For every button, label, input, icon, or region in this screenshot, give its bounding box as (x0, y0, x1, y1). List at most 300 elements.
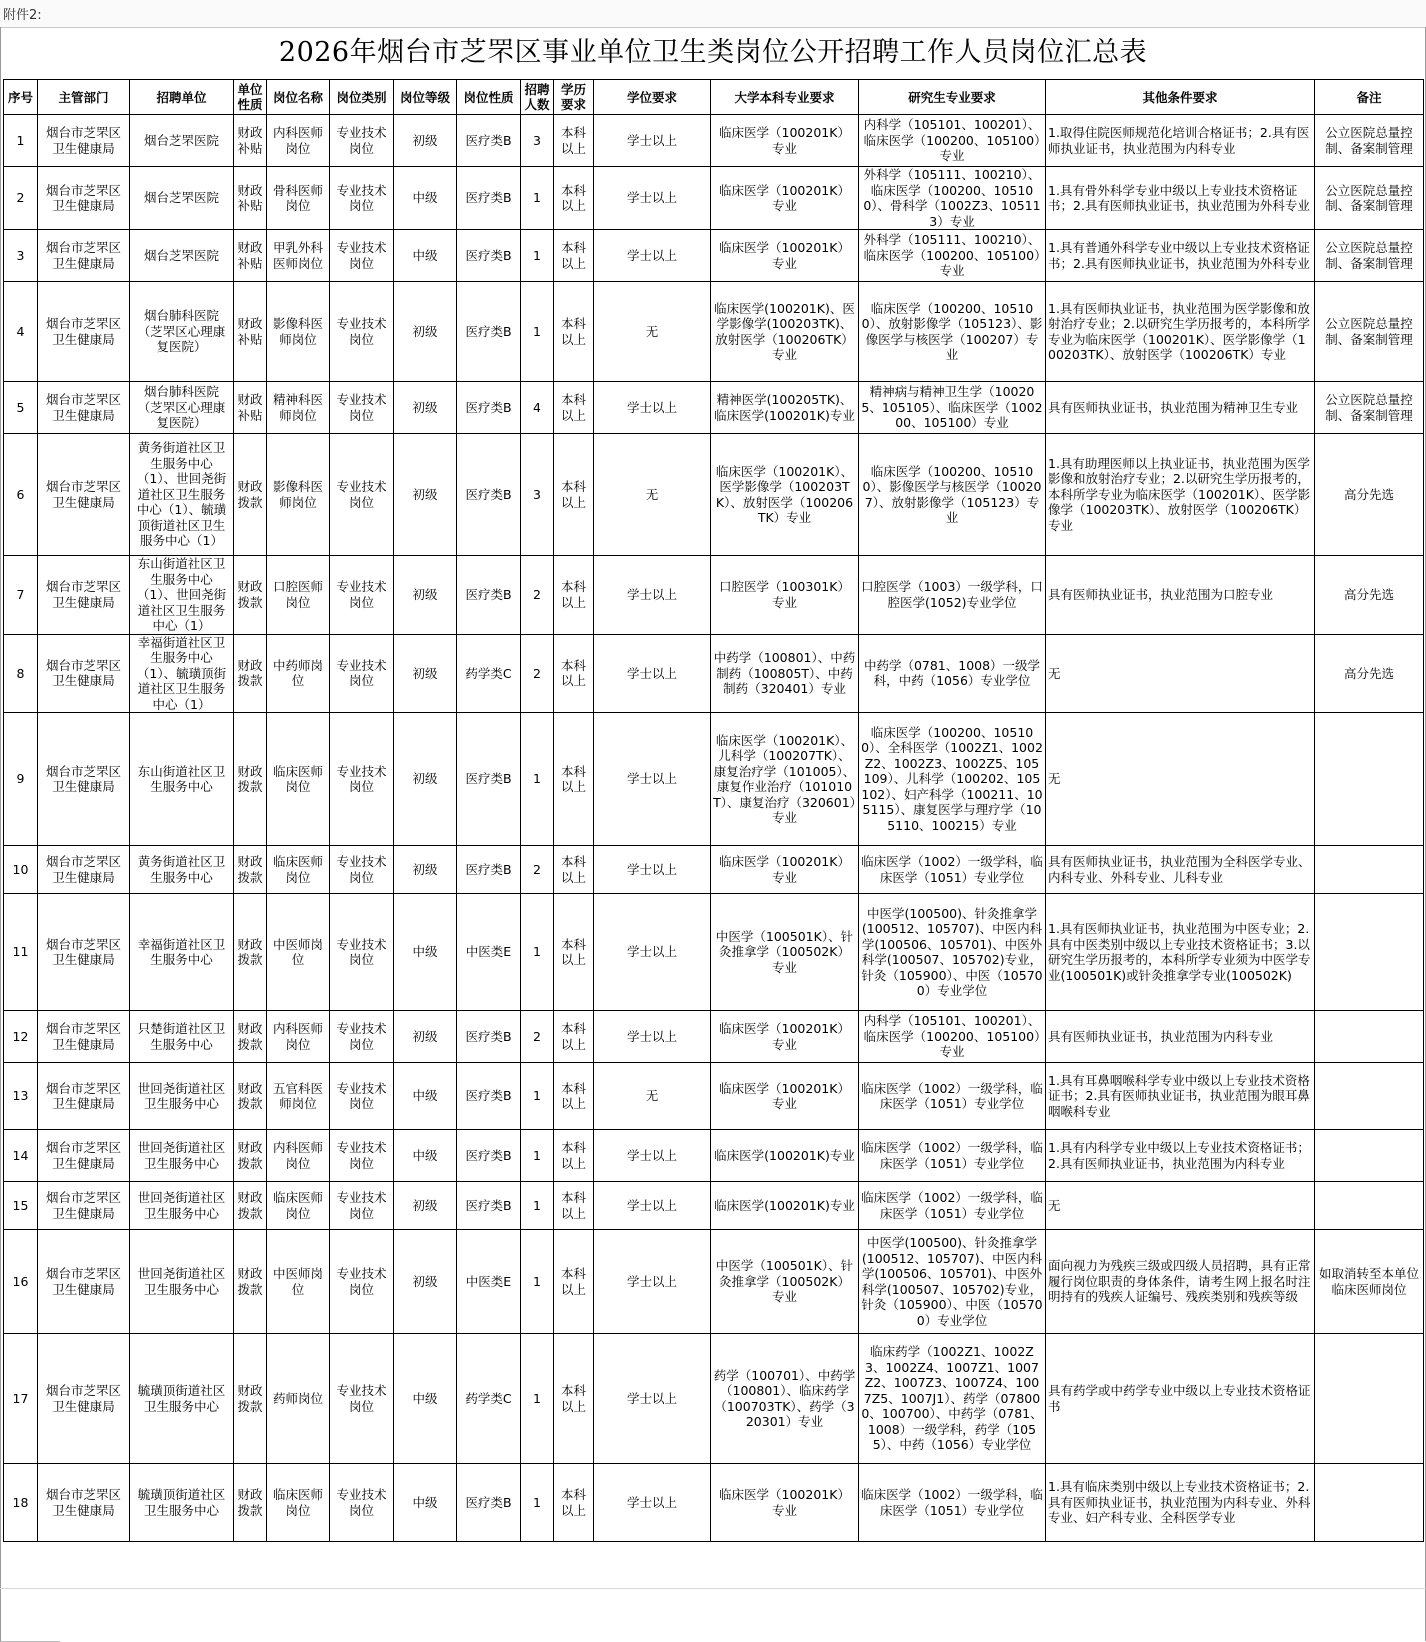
cell-count: 1 (521, 713, 554, 846)
cell-type: 医疗类B (457, 1464, 521, 1542)
column-header-post: 岗位名称 (267, 80, 330, 115)
top-bar (0, 0, 1426, 28)
cell-edu: 本科以上 (554, 556, 594, 635)
cell-bachelor: 临床医学（100201K）、医学影像学（100203TK）、放射医学（100206TK）专业 (711, 434, 859, 556)
cell-unit: 烟台芝罘医院 (130, 230, 234, 282)
cell-type: 医疗类B (457, 382, 521, 434)
cell-count: 1 (521, 282, 554, 382)
cell-unit: 东山街道社区卫生服务中心（1）、世回尧街道社区卫生服务中心（1） (130, 556, 234, 635)
cell-other: 1.具有内科学专业中级以上专业技术资格证书；2.具有医师执业证书，执业范围为内科专业 (1046, 1130, 1315, 1182)
cell-count: 1 (521, 167, 554, 230)
cell-dept: 烟台市芝罘区卫生健康局 (38, 1130, 130, 1182)
cell-bachelor: 临床医学(100201K)专业 (711, 1182, 859, 1230)
cell-post: 影像科医师岗位 (267, 282, 330, 382)
cell-other: 具有药学或中药学专业中级以上专业技术资格证书 (1046, 1334, 1315, 1464)
cell-level: 初级 (394, 556, 457, 635)
cell-category: 专业技术岗位 (330, 382, 394, 434)
cell-graduate: 内科学（105101、100201）、临床医学（100200、105100）专业 (859, 115, 1046, 167)
cell-no: 18 (4, 1464, 38, 1542)
cell-count: 2 (521, 556, 554, 635)
cell-unit: 烟台芝罘医院 (130, 167, 234, 230)
cell-graduate: 临床医学（1002）一级学科，临床医学（1051）专业学位 (859, 846, 1046, 894)
column-header-dept: 主管部门 (38, 80, 130, 115)
cell-type: 医疗类B (457, 1011, 521, 1063)
cell-level: 初级 (394, 1230, 457, 1334)
table-row (4, 556, 1424, 635)
cell-bachelor: 临床医学(100201K)、医学影像学(100203TK)、放射医学（100206TK）专业 (711, 282, 859, 382)
cell-unit: 世回尧街道社区卫生服务中心 (130, 1230, 234, 1334)
cell-nature: 财政补贴 (234, 167, 267, 230)
cell-graduate: 临床医学（1002）一级学科，临床医学（1051）专业学位 (859, 1130, 1046, 1182)
cell-edu: 本科以上 (554, 115, 594, 167)
cell-level: 初级 (394, 282, 457, 382)
cell-graduate: 临床医学（1002）一级学科，临床医学（1051）专业学位 (859, 1063, 1046, 1130)
cell-no: 14 (4, 1130, 38, 1182)
cell-count: 1 (521, 1063, 554, 1130)
cell-edu: 本科以上 (554, 1334, 594, 1464)
cell-nature: 财政拨款 (234, 556, 267, 635)
column-header-seq: 序号 (4, 80, 38, 115)
cell-note: 公立医院总量控制、备案制管理 (1315, 230, 1424, 282)
page-title: 2026年烟台市芝罘区事业单位卫生类岗位公开招聘工作人员岗位汇总表 (278, 37, 1148, 68)
cell-level: 初级 (394, 713, 457, 846)
cell-graduate: 外科学（105111、100210）、临床医学（100200、105100）专业 (859, 230, 1046, 282)
cell-category: 专业技术岗位 (330, 634, 394, 713)
cell-category: 专业技术岗位 (330, 556, 394, 635)
cell-post: 口腔医师岗位 (267, 556, 330, 635)
table-header-row (4, 80, 1424, 115)
cell-type: 中医类E (457, 894, 521, 1011)
cell-post: 药师岗位 (267, 1334, 330, 1464)
cell-edu: 本科以上 (554, 1182, 594, 1230)
cell-edu: 本科以上 (554, 713, 594, 846)
cell-degree: 学士以上 (594, 1230, 711, 1334)
cell-no: 1 (4, 115, 38, 167)
cell-bachelor: 临床医学（100201K）专业 (711, 1063, 859, 1130)
cell-no: 5 (4, 382, 38, 434)
cell-edu: 本科以上 (554, 1063, 594, 1130)
cell-type: 医疗类B (457, 115, 521, 167)
cell-other: 1.具有临床类别中级以上专业技术资格证书；2.具有医师执业证书，执业范围为内科专业、外科专业、妇产科专业、全科医学专业 (1046, 1464, 1315, 1542)
cell-count: 2 (521, 1011, 554, 1063)
table-row (4, 1063, 1424, 1130)
cell-degree: 学士以上 (594, 115, 711, 167)
cell-category: 专业技术岗位 (330, 1464, 394, 1542)
column-header-nature: 单位性质 (234, 80, 267, 115)
cell-dept: 烟台市芝罘区卫生健康局 (38, 1230, 130, 1334)
cell-post: 临床医师岗位 (267, 713, 330, 846)
cell-nature: 财政拨款 (234, 1182, 267, 1230)
cell-edu: 本科以上 (554, 1130, 594, 1182)
cell-category: 专业技术岗位 (330, 1230, 394, 1334)
cell-level: 中级 (394, 894, 457, 1011)
cell-unit: 世回尧街道社区卫生服务中心 (130, 1182, 234, 1230)
cell-no: 11 (4, 894, 38, 1011)
cell-bachelor: 临床医学（100201K）专业 (711, 167, 859, 230)
cell-degree: 学士以上 (594, 230, 711, 282)
cell-dept: 烟台市芝罘区卫生健康局 (38, 846, 130, 894)
cell-unit: 幸福街道社区卫生服务中心（1）、毓璜顶街道社区卫生服务中心（1） (130, 634, 234, 713)
cell-other: 具有医师执业证书，执业范围为口腔专业 (1046, 556, 1315, 635)
table-row (4, 894, 1424, 1011)
cell-unit: 东山街道社区卫生服务中心 (130, 713, 234, 846)
cell-note: 高分先选 (1315, 556, 1424, 635)
cell-bachelor: 临床医学（100201K）专业 (711, 846, 859, 894)
cell-category: 专业技术岗位 (330, 434, 394, 556)
cell-category: 专业技术岗位 (330, 1130, 394, 1182)
cell-dept: 烟台市芝罘区卫生健康局 (38, 1182, 130, 1230)
table-row (4, 1011, 1424, 1063)
column-header-category: 岗位类别 (330, 80, 394, 115)
cell-edu: 本科以上 (554, 634, 594, 713)
cell-dept: 烟台市芝罘区卫生健康局 (38, 115, 130, 167)
cell-category: 专业技术岗位 (330, 1334, 394, 1464)
cell-category: 专业技术岗位 (330, 1182, 394, 1230)
cell-edu: 本科以上 (554, 1230, 594, 1334)
cell-type: 医疗类B (457, 556, 521, 635)
cell-level: 中级 (394, 167, 457, 230)
cell-degree: 学士以上 (594, 382, 711, 434)
cell-other: 1.具有医师执业证书，执业范围为中医专业；2.具有中医类别中级以上专业技术资格证书；3.以研究生学历报考的，本科所学专业须为中医学专业(100501K)或针灸推拿学专业(100502K) (1046, 894, 1315, 1011)
cell-unit: 世回尧街道社区卫生服务中心 (130, 1130, 234, 1182)
cell-no: 7 (4, 556, 38, 635)
cell-level: 初级 (394, 434, 457, 556)
cell-note: 公立医院总量控制、备案制管理 (1315, 115, 1424, 167)
cell-unit: 黄务街道社区卫生服务中心 (130, 846, 234, 894)
cell-degree: 学士以上 (594, 894, 711, 1011)
cell-level: 初级 (394, 1011, 457, 1063)
cell-post: 临床医师岗位 (267, 1464, 330, 1542)
cell-no: 16 (4, 1230, 38, 1334)
cell-category: 专业技术岗位 (330, 230, 394, 282)
cell-type: 医疗类B (457, 846, 521, 894)
cell-note: 公立医院总量控制、备案制管理 (1315, 282, 1424, 382)
cell-count: 1 (521, 1230, 554, 1334)
cell-bachelor: 药学（100701）、中药学（100801）、临床药学（100703TK）、药学（320301）专业 (711, 1334, 859, 1464)
cell-note (1315, 1011, 1424, 1063)
cell-note (1315, 1130, 1424, 1182)
cell-graduate: 临床药学（1002Z1、1002Z3、1002Z4、1007Z1、1007Z2、1007Z3、1007Z4、1007Z5、1007J1）、药学（078000、100700）、中药学（0781、1008）一级学科，药学（1055）、中药（1056）专业学位 (859, 1334, 1046, 1464)
table-row (4, 634, 1424, 713)
cell-graduate: 临床医学（100200、105100）、放射影像学（105123）、影像医学与核医学（100207）专业 (859, 282, 1046, 382)
cell-other: 面向视力为残疾三级或四级人员招聘，具有正常履行岗位职责的身体条件，请考生网上报名时注明持有的残疾人证编号、残疾类别和残疾等级 (1046, 1230, 1315, 1334)
cell-note (1315, 1182, 1424, 1230)
cell-unit: 烟台芝罘医院 (130, 115, 234, 167)
cell-count: 3 (521, 434, 554, 556)
column-header-bachelor: 大学本科专业要求 (711, 80, 859, 115)
cell-nature: 财政拨款 (234, 894, 267, 1011)
cell-graduate: 临床医学（100200、105100）、全科医学（1002Z1、1002Z2、1002Z3、1002Z5、105109）、儿科学（100202、105102）、妇产科学（100211、105115）、康复医学与理疗学（105110、100215）专业 (859, 713, 1046, 846)
cell-level: 初级 (394, 846, 457, 894)
table-row (4, 434, 1424, 556)
cell-degree: 学士以上 (594, 1182, 711, 1230)
cell-nature: 财政拨款 (234, 1230, 267, 1334)
cell-level: 初级 (394, 1182, 457, 1230)
cell-count: 1 (521, 894, 554, 1011)
cell-post: 精神科医师岗位 (267, 382, 330, 434)
cell-degree: 学士以上 (594, 1464, 711, 1542)
column-header-graduate: 研究生专业要求 (859, 80, 1046, 115)
cell-edu: 本科以上 (554, 167, 594, 230)
cell-degree: 学士以上 (594, 1011, 711, 1063)
cell-unit: 只楚街道社区卫生服务中心 (130, 1011, 234, 1063)
cell-nature: 财政拨款 (234, 434, 267, 556)
cell-dept: 烟台市芝罘区卫生健康局 (38, 1011, 130, 1063)
column-header-other: 其他条件要求 (1046, 80, 1315, 115)
cell-level: 初级 (394, 634, 457, 713)
cell-no: 12 (4, 1011, 38, 1063)
table-row (4, 1334, 1424, 1464)
cell-bachelor: 临床医学（100201K）专业 (711, 115, 859, 167)
cell-degree: 学士以上 (594, 713, 711, 846)
cell-dept: 烟台市芝罘区卫生健康局 (38, 713, 130, 846)
cell-no: 6 (4, 434, 38, 556)
cell-dept: 烟台市芝罘区卫生健康局 (38, 282, 130, 382)
cell-dept: 烟台市芝罘区卫生健康局 (38, 1063, 130, 1130)
cell-degree: 无 (594, 282, 711, 382)
cell-unit: 毓璜顶街道社区卫生服务中心 (130, 1464, 234, 1542)
cell-count: 2 (521, 634, 554, 713)
cell-note: 高分先选 (1315, 634, 1424, 713)
cell-post: 临床医师岗位 (267, 1182, 330, 1230)
cell-dept: 烟台市芝罘区卫生健康局 (38, 167, 130, 230)
cell-bachelor: 临床医学（100201K）专业 (711, 1011, 859, 1063)
cell-level: 中级 (394, 1334, 457, 1464)
cell-nature: 财政补贴 (234, 382, 267, 434)
cell-post: 中医师岗位 (267, 894, 330, 1011)
cell-post: 内科医师岗位 (267, 1011, 330, 1063)
cell-note: 如取消转至本单位临床医师岗位 (1315, 1230, 1424, 1334)
cell-edu: 本科以上 (554, 1011, 594, 1063)
cell-other: 1.具有助理医师以上执业证书，执业范围为医学影像和放射治疗专业；2.以研究生学历报考的，本科所学专业为临床医学（100201K）、医学影像学（100203TK）、放射医学（100206TK）专业 (1046, 434, 1315, 556)
cell-bachelor: 中医学（100501K）、针灸推拿学（100502K）专业 (711, 1230, 859, 1334)
cell-other: 无 (1046, 713, 1315, 846)
cell-bachelor: 中药学（100801）、中药制药（100805T）、中药制药（320401）专业 (711, 634, 859, 713)
cell-dept: 烟台市芝罘区卫生健康局 (38, 556, 130, 635)
cell-dept: 烟台市芝罘区卫生健康局 (38, 434, 130, 556)
cell-nature: 财政拨款 (234, 1011, 267, 1063)
cell-dept: 烟台市芝罘区卫生健康局 (38, 1334, 130, 1464)
cell-count: 1 (521, 1334, 554, 1464)
cell-count: 1 (521, 230, 554, 282)
cell-level: 中级 (394, 1063, 457, 1130)
cell-degree: 无 (594, 434, 711, 556)
cell-no: 8 (4, 634, 38, 713)
cell-edu: 本科以上 (554, 1464, 594, 1542)
table-row (4, 115, 1424, 167)
cell-type: 医疗类B (457, 1182, 521, 1230)
cell-dept: 烟台市芝罘区卫生健康局 (38, 382, 130, 434)
cell-dept: 烟台市芝罘区卫生健康局 (38, 1464, 130, 1542)
cell-unit: 幸福街道社区卫生服务中心 (130, 894, 234, 1011)
column-header-type: 岗位性质 (457, 80, 521, 115)
cell-note (1315, 1334, 1424, 1464)
cell-type: 药学类C (457, 634, 521, 713)
table-row (4, 1230, 1424, 1334)
cell-category: 专业技术岗位 (330, 115, 394, 167)
cell-no: 17 (4, 1334, 38, 1464)
cell-nature: 财政补贴 (234, 230, 267, 282)
table-row (4, 230, 1424, 282)
cell-nature: 财政补贴 (234, 282, 267, 382)
cell-nature: 财政拨款 (234, 1063, 267, 1130)
table-row (4, 382, 1424, 434)
cell-other: 1.取得住院医师规范化培训合格证书；2.具有医师执业证书，执业范围为内科专业 (1046, 115, 1315, 167)
cell-level: 初级 (394, 115, 457, 167)
cell-other: 1.具有骨外科学专业中级以上专业技术资格证书；2.具有医师执业证书，执业范围为外科专业 (1046, 167, 1315, 230)
cell-level: 中级 (394, 1130, 457, 1182)
cell-note: 公立医院总量控制、备案制管理 (1315, 382, 1424, 434)
cell-type: 医疗类B (457, 167, 521, 230)
cell-dept: 烟台市芝罘区卫生健康局 (38, 634, 130, 713)
cell-type: 医疗类B (457, 713, 521, 846)
cell-unit: 世回尧街道社区卫生服务中心 (130, 1063, 234, 1130)
cell-no: 2 (4, 167, 38, 230)
cell-note: 公立医院总量控制、备案制管理 (1315, 167, 1424, 230)
cell-edu: 本科以上 (554, 230, 594, 282)
cell-post: 五官科医师岗位 (267, 1063, 330, 1130)
cell-other: 具有医师执业证书，执业范围为全科医学专业、内科专业、外科专业、儿科专业 (1046, 846, 1315, 894)
cell-nature: 财政补贴 (234, 115, 267, 167)
cell-bachelor: 临床医学(100201K)专业 (711, 1130, 859, 1182)
cell-unit: 黄务街道社区卫生服务中心（1）、世回尧街道社区卫生服务中心（1）、毓璜顶街道社区卫生服务中心（1） (130, 434, 234, 556)
cell-degree: 学士以上 (594, 1130, 711, 1182)
cell-type: 药学类C (457, 1334, 521, 1464)
cell-nature: 财政拨款 (234, 634, 267, 713)
cell-note (1315, 846, 1424, 894)
cell-bachelor: 临床医学（100201K）专业 (711, 230, 859, 282)
table-row (4, 1182, 1424, 1230)
cell-degree: 无 (594, 1063, 711, 1130)
cell-count: 1 (521, 1464, 554, 1542)
cell-count: 2 (521, 846, 554, 894)
cell-bachelor: 临床医学（100201K）专业 (711, 1464, 859, 1542)
cell-other: 无 (1046, 634, 1315, 713)
cell-other: 具有医师执业证书，执业范围为内科专业 (1046, 1011, 1315, 1063)
cell-level: 中级 (394, 1464, 457, 1542)
cell-note: 高分先选 (1315, 434, 1424, 556)
attachment-label: 附件2: (3, 8, 42, 23)
cell-edu: 本科以上 (554, 894, 594, 1011)
cell-nature: 财政拨款 (234, 1130, 267, 1182)
table-row (4, 1130, 1424, 1182)
cell-level: 初级 (394, 382, 457, 434)
cell-graduate: 中医学(100500)、针灸推拿学(100512、105707)、中医内科学(100506、105701)、中医外科学(100507、105702)专业，针灸（105900）、中医（105700）专业学位 (859, 894, 1046, 1011)
cell-level: 中级 (394, 230, 457, 282)
cell-degree: 学士以上 (594, 556, 711, 635)
column-header-unit: 招聘单位 (130, 80, 234, 115)
cell-graduate: 临床医学（1002）一级学科，临床医学（1051）专业学位 (859, 1464, 1046, 1542)
table-row (4, 282, 1424, 382)
cell-graduate: 口腔医学（1003）一级学科，口腔医学(1052)专业学位 (859, 556, 1046, 635)
cell-category: 专业技术岗位 (330, 1011, 394, 1063)
cell-graduate: 精神病与精神卫生学（100205、105105）、临床医学（100200、105100）专业 (859, 382, 1046, 434)
cell-no: 10 (4, 846, 38, 894)
cell-post: 临床医师岗位 (267, 846, 330, 894)
cell-edu: 本科以上 (554, 846, 594, 894)
cell-degree: 学士以上 (594, 846, 711, 894)
cell-bachelor: 中医学（100501K）、针灸推拿学（100502K）专业 (711, 894, 859, 1011)
cell-unit: 烟台肺科医院（芝罘区心理康复医院） (130, 282, 234, 382)
cell-edu: 本科以上 (554, 434, 594, 556)
cell-note (1315, 894, 1424, 1011)
cell-type: 医疗类B (457, 1063, 521, 1130)
cell-type: 中医类E (457, 1230, 521, 1334)
cell-bachelor: 口腔医学（100301K）专业 (711, 556, 859, 635)
column-header-note: 备注 (1315, 80, 1424, 115)
cell-count: 1 (521, 1182, 554, 1230)
cell-graduate: 内科学（105101、100201）、临床医学（100200、105100）专业 (859, 1011, 1046, 1063)
cell-type: 医疗类B (457, 230, 521, 282)
cell-nature: 财政拨款 (234, 713, 267, 846)
cell-post: 中药师岗位 (267, 634, 330, 713)
column-header-degree: 学位要求 (594, 80, 711, 115)
cell-nature: 财政拨款 (234, 1334, 267, 1464)
cell-post: 影像科医师岗位 (267, 434, 330, 556)
cell-note (1315, 713, 1424, 846)
column-header-edu: 学历要求 (554, 80, 594, 115)
cell-edu: 本科以上 (554, 382, 594, 434)
column-header-level: 岗位等级 (394, 80, 457, 115)
cell-category: 专业技术岗位 (330, 282, 394, 382)
cell-graduate: 临床医学（1002）一级学科，临床医学（1051）专业学位 (859, 1182, 1046, 1230)
cell-category: 专业技术岗位 (330, 846, 394, 894)
cell-no: 15 (4, 1182, 38, 1230)
cell-post: 骨科医师岗位 (267, 167, 330, 230)
cell-category: 专业技术岗位 (330, 713, 394, 846)
cell-no: 3 (4, 230, 38, 282)
cell-nature: 财政拨款 (234, 1464, 267, 1542)
cell-no: 4 (4, 282, 38, 382)
cell-post: 甲乳外科医师岗位 (267, 230, 330, 282)
cell-graduate: 中医学(100500)、针灸推拿学(100512、105707)、中医内科学(100506、105701)、中医外科学(100507、105702)专业，针灸（105900）、中医（105700）专业学位 (859, 1230, 1046, 1334)
cell-count: 4 (521, 382, 554, 434)
table-row (4, 846, 1424, 894)
cell-graduate: 中药学（0781、1008）一级学科，中药（1056）专业学位 (859, 634, 1046, 713)
cell-type: 医疗类B (457, 1130, 521, 1182)
cell-bachelor: 精神医学(100205TK)、临床医学(100201K)专业 (711, 382, 859, 434)
cell-degree: 学士以上 (594, 167, 711, 230)
table-row (4, 167, 1424, 230)
cell-nature: 财政拨款 (234, 846, 267, 894)
cell-other: 具有医师执业证书，执业范围为精神卫生专业 (1046, 382, 1315, 434)
cell-unit: 烟台肺科医院（芝罘区心理康复医院） (130, 382, 234, 434)
cell-other: 1.具有耳鼻咽喉科学专业中级以上专业技术资格证书；2.具有医师执业证书，执业范围为眼耳鼻咽喉科专业 (1046, 1063, 1315, 1130)
cell-count: 3 (521, 115, 554, 167)
cell-graduate: 临床医学（100200、105100）、影像医学与核医学（100207）、放射影像学（105123）专业 (859, 434, 1046, 556)
cell-category: 专业技术岗位 (330, 1063, 394, 1130)
cell-dept: 烟台市芝罘区卫生健康局 (38, 894, 130, 1011)
cell-degree: 学士以上 (594, 1334, 711, 1464)
cell-other: 无 (1046, 1182, 1315, 1230)
cell-graduate: 外科学（105111、100210）、临床医学（100200、105100）、骨科学（1002Z3、105113）专业 (859, 167, 1046, 230)
cell-type: 医疗类B (457, 282, 521, 382)
table-row (4, 713, 1424, 846)
table-row (4, 1464, 1424, 1542)
positions-table (3, 79, 1424, 1542)
cell-type: 医疗类B (457, 434, 521, 556)
cell-no: 13 (4, 1063, 38, 1130)
sheet-bottom (0, 1588, 1426, 1642)
cell-post: 内科医师岗位 (267, 1130, 330, 1182)
cell-note (1315, 1063, 1424, 1130)
cell-other: 1.具有普通外科学专业中级以上专业技术资格证书；2.具有医师执业证书，执业范围为外科专业 (1046, 230, 1315, 282)
cell-note (1315, 1464, 1424, 1542)
cell-edu: 本科以上 (554, 282, 594, 382)
cell-bachelor: 临床医学（100201K）、儿科学（100207TK）、康复治疗学（101005）、康复作业治疗（101010T）、康复治疗（320601）专业 (711, 713, 859, 846)
cell-category: 专业技术岗位 (330, 167, 394, 230)
cell-no: 9 (4, 713, 38, 846)
